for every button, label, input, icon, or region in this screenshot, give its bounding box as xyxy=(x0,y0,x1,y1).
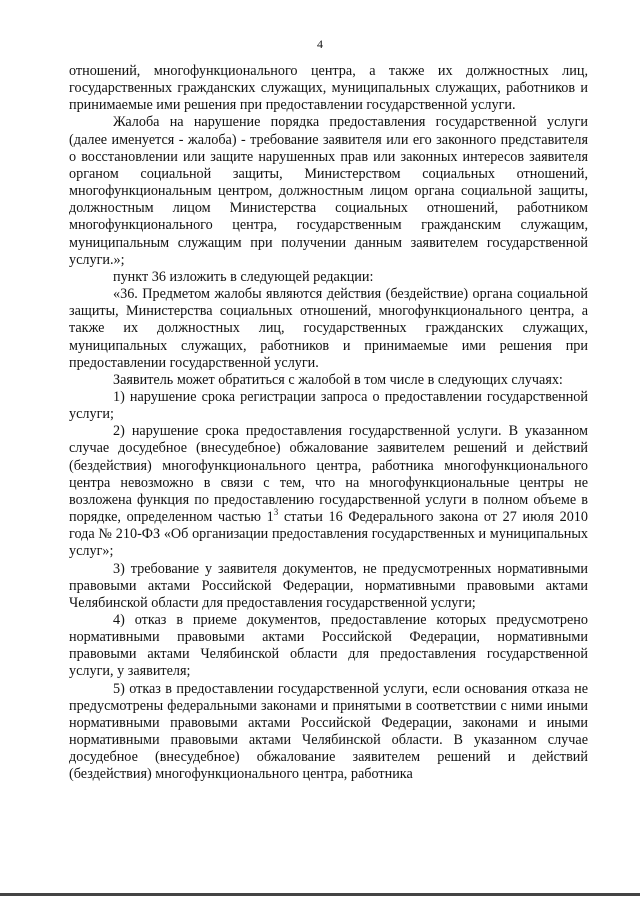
page-number: 4 xyxy=(317,37,323,51)
paragraph-complaint-definition: Жалоба на нарушение порядка предоставления государственной услуги (далее именуется - жалоба) - требование заявителя или его законного представителя о восстановлении или защите нарушенных прав или законных интересов заявителя органом социальной защиты, Министерством социальных отношений, многофункциональным центром, должностным лицом органа социальной защиты, должностным лицом Министерства социальных отношений, работником многофункционального центра, государственным гражданским служащим, муниципальным служащим при получении данным заявителем государственной услуги.»; xyxy=(69,114,588,268)
paragraph-case-2-text: 2) нарушение срока предоставления государственной услуги. В указанном случае досудебное (внесудебное) обжалование заявителем решений и действий (бездействия) многофункционального центра, работника многофункционального центра невозможно в связи с тем, что на многофункциональные центры не возложена функция по предоставлению государственной услуги в полном объеме в порядке, определенном частью 1 xyxy=(69,423,588,526)
document-body xyxy=(69,63,588,784)
paragraph-case-2-text-after: статьи 16 Федерального закона от 27 июля 2010 года № 210-ФЗ «Об организации предоставления государственных и муниципальных услуг»; xyxy=(69,509,588,560)
scan-bottom-edge xyxy=(0,893,640,896)
paragraph-amendment-intro: пункт 36 изложить в следующей редакции: xyxy=(113,268,374,285)
paragraph-cases-intro: Заявитель может обратиться с жалобой в том числе в следующих случаях: xyxy=(113,371,563,388)
paragraph-case-1: 1) нарушение срока регистрации запроса о предоставлении государственной услуги; xyxy=(69,388,588,423)
paragraph-case-4: 4) отказ в приеме документов, предоставление которых предусмотрено нормативными правовыми актами Российской Федерации, нормативными правовыми актами Челябинской области для предоставления государственной услуги, у заявителя; xyxy=(69,612,588,680)
paragraph-continuation: отношений, многофункционального центра, а также их должностных лиц, государственных гражданских служащих, муниципальных служащих, работников и принимаемые ими решения при предоставлении государственной услуги. xyxy=(69,63,588,114)
superscript-part-number: 3 xyxy=(273,507,279,518)
paragraph-case-3: 3) требование у заявителя документов, не предусмотренных нормативными правовыми актами Российской Федерации, нормативными правовыми актами Челябинской области для предоставления государственной услуги; xyxy=(69,560,588,611)
paragraph-case-5: 5) отказ в предоставлении государственной услуги, если основания отказа не предусмотрены федеральными законами и принятыми в соответствии с ними иными нормативными правовыми актами Российской Федерации, законами и иными нормативными правовыми актами Челябинской области. В указанном случае досудебное (внесудебное) обжалование заявителем решений и действий (бездействия) многофункционального центра, работника xyxy=(69,680,588,783)
paragraph-case-2 xyxy=(69,423,588,560)
paragraph-item-36: «36. Предметом жалобы являются действия (бездействие) органа социальной защиты, Министерства социальных отношений, многофункционального центра, а также их должностных лиц, государственных гражданских служащих, муниципальных служащих, работников и принимаемые ими решения при предоставлении государственной услуги. xyxy=(69,286,588,371)
